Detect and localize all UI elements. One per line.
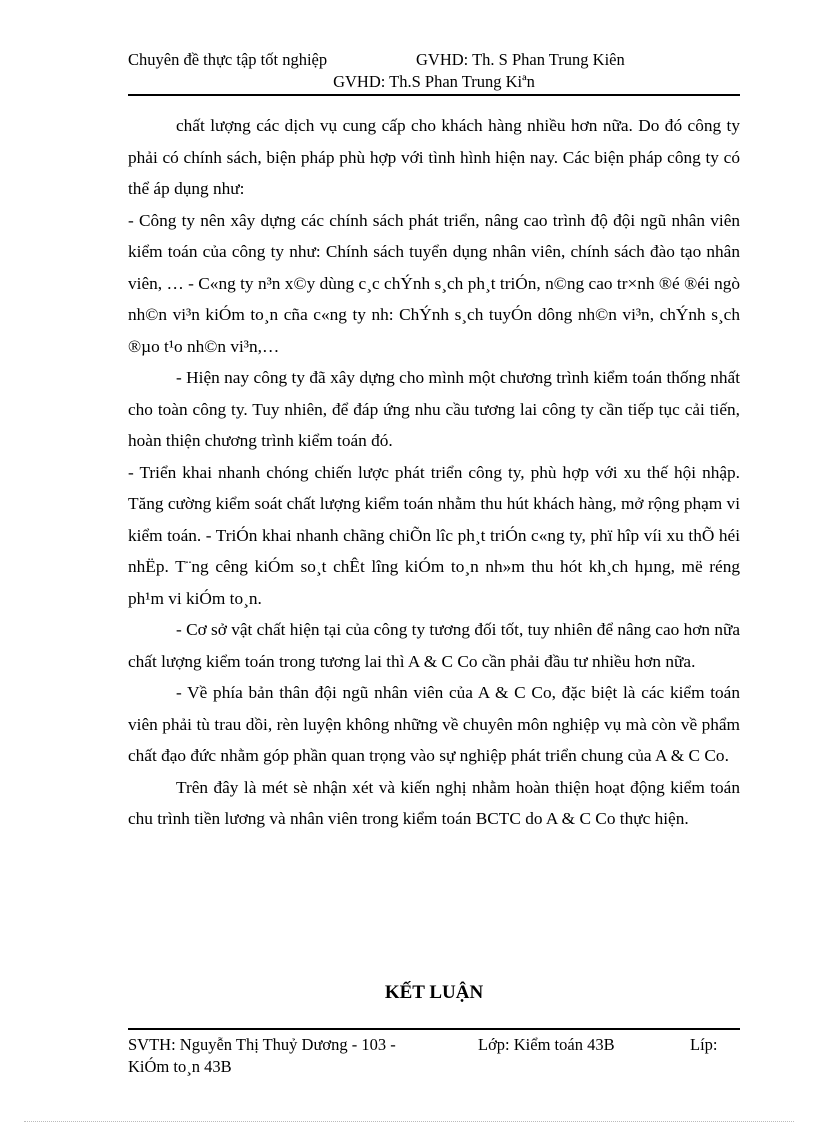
paragraph-6: - Về phía bản thân đội ngũ nhân viên của A & C Co, đặc biệt là các kiểm toán viên phải tù trau dồi, rèn luyện không những về chuyên môn nghiệp vụ mà còn về phẩm chất đạo đức nhằm góp phần quan trọng vào sự nghiệp phát triển chung của A & C Co. bbox=[128, 683, 740, 765]
header-line2: GVHD: Th.S Phan Trung Kiªn bbox=[333, 72, 535, 91]
header-rule bbox=[128, 94, 740, 96]
footer-line2: KiÓm to¸n 43B bbox=[128, 1057, 232, 1076]
header-right: GVHD: Th. S Phan Trung Kiên bbox=[416, 50, 625, 69]
paragraph-2: - Công ty nên xây dựng các chính sách phát triển, nâng cao trình độ đội ngũ nhân viên kiểm toán của công ty như: Chính sách tuyển dụng nhân viên, chính sách đào tạo nhân viên, … - C«ng ty n³n x©y dùng c¸c chÝnh s¸ch ph¸t triÓn, n©ng cao tr×nh ®é ®éi ngò nh©n vi³n kiÓm to¸n cña c«ng ty nh: ChÝnh s¸ch tuyÓn dông nh©n vi³n, chÝnh s¸ch ®µo t¹o nh©n vi³n,… bbox=[128, 210, 740, 356]
document-body bbox=[128, 110, 740, 835]
footer-middle: Lớp: Kiểm toán 43B bbox=[478, 1035, 615, 1054]
page-edge-divider bbox=[24, 1121, 794, 1122]
page-footer bbox=[128, 1034, 740, 1078]
section-title: KẾT LUẬN bbox=[384, 982, 484, 1003]
paragraph-7: Trên đây là mét sè nhận xét và kiến nghị nhằm hoàn thiện hoạt động kiểm toán chu trình tiền lương và nhân viên trong kiểm toán BCTC do A & C Co thực hiện. bbox=[128, 777, 740, 828]
paragraph-4: - Triển khai nhanh chóng chiến lược phát triển công ty, phù hợp với xu thế hội nhập. Tăng cường kiểm soát chất lượng kiểm toán nhằm thu hút khách hàng, mở rộng phạm vi kiểm toán. - TriÓn khai nhanh chãng chiÕn lîc ph¸t triÓn c«ng ty, phï hîp víi xu thÕ héi nhËp. T¨ng cêng kiÓm so¸t chÊt lîng kiÓm to¸n nh»m thu hót kh¸ch hµng, më réng ph¹m vi kiÓm to¸n. bbox=[128, 462, 740, 608]
footer-rule bbox=[128, 1028, 740, 1030]
paragraph-5: - Cơ sở vật chất hiện tại của công ty tương đối tốt, tuy nhiên để nâng cao hơn nữa chất lượng kiểm toán trong tương lai thì A & C Co cần phải đầu tư nhiều hơn nữa. bbox=[128, 620, 740, 671]
page-header bbox=[128, 50, 740, 94]
paragraph-1: chất lượng các dịch vụ cung cấp cho khách hàng nhiều hơn nữa. Do đó công ty phải có chính sách, biện pháp phù hợp với tình hình hiện nay. Các biện pháp công ty có thể áp dụng như: bbox=[128, 116, 740, 198]
paragraph-3: - Hiện nay công ty đã xây dựng cho mình một chương trình kiểm toán thống nhất cho toàn công ty. Tuy nhiên, để đáp ứng nhu cầu tương lai công ty cần tiếp tục cải tiến, hoàn thiện chương trình kiểm toán đó. bbox=[128, 368, 740, 450]
footer-right: Líp: bbox=[690, 1035, 718, 1054]
header-left: Chuyên đề thực tập tốt nghiệp bbox=[128, 50, 328, 69]
footer-left: SVTH: Nguyễn Thị Thuỷ Dương - 103 - bbox=[128, 1035, 396, 1054]
